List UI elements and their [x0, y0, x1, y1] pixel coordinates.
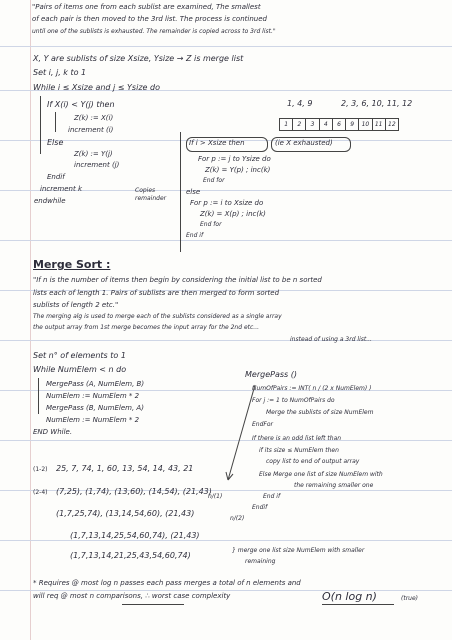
intro-line-2: of each pair is then moved to the 3rd list. The process is continued — [32, 15, 267, 23]
algo-line-11: increment k — [40, 185, 82, 193]
underline — [322, 604, 394, 605]
main-line-2: While NumElem < n do — [33, 365, 127, 374]
merged-cell: 1 — [280, 119, 293, 130]
mergepass-title: MergePass () — [245, 370, 297, 379]
merged-cell: 10 — [359, 119, 372, 130]
algo-line-3: While i ≤ Xsize and j ≤ Ysize do — [33, 83, 160, 92]
algo-line-5: Z(k) := X(i) — [74, 114, 114, 122]
algo-line-6: increment (i) — [68, 126, 114, 134]
merged-cell: 9 — [346, 119, 359, 130]
mergepass-line-1: NumOfPairs := INT( n / (2 x NumElem) ) — [252, 385, 372, 392]
remainder-line-4: Z(k) = Y(p) ; inc(k) — [205, 166, 271, 174]
intro-line-1: "Pairs of items one from each sublist are examined, The smallest — [32, 3, 261, 11]
algo-line-1: X, Y are sublists of size Xsize, Ysize → Z is merge list — [33, 54, 244, 63]
desc-line-1: "If n is the number of items then begin by considering the initial list to be n sorted — [33, 276, 322, 284]
remainder-line-9: End for — [200, 221, 222, 228]
ruled-line — [0, 46, 452, 47]
ruled-line — [0, 540, 452, 541]
trace-note-2: remaining — [245, 558, 276, 565]
merged-cell: 6 — [333, 119, 346, 130]
copy-note: Copies remainder — [135, 187, 167, 203]
algo-line-2: Set i, j, k to 1 — [33, 68, 87, 77]
trace-row-2: (7,25), (1,74), (13,60), (14,54), (21,43) — [56, 487, 212, 496]
example-list-a: 1, 4, 9 — [287, 99, 313, 108]
algo-line-8: Z(k) := Y(j) — [74, 150, 113, 158]
trace-label-a: (1-2) — [33, 466, 48, 473]
mergepass-line-4: EndFor — [252, 421, 273, 428]
remainder-line-1: If i > Xsize then — [189, 139, 245, 147]
merged-cell: 3 — [306, 119, 319, 130]
while-bracket-2 — [38, 378, 39, 414]
mergepass-line-2: For j := 1 to NumOfPairs do — [252, 397, 335, 404]
margin-line — [30, 0, 31, 640]
main-line-3: MergePass (A, NumElem, B) — [46, 380, 145, 388]
trace-label-b: (2-4) — [33, 489, 48, 496]
remainder-line-2: (ie X exhausted) — [275, 139, 333, 147]
trace-row-5: (1,7,13,14,21,25,43,54,60,74) — [70, 551, 191, 560]
desc-line-2: lists each of length 1. Pairs of sublists are then merged to form sorted — [33, 289, 280, 297]
if-bracket — [55, 112, 56, 132]
main-line-7: END While. — [33, 428, 73, 436]
while-bracket — [40, 96, 41, 154]
mergepass-line-7: copy list to end of output array — [266, 458, 360, 465]
mergepass-line-10: End if — [263, 493, 281, 500]
main-line-1: Set n° of elements to 1 — [33, 351, 126, 360]
remainder-line-8: Z(k) = X(p) ; inc(k) — [200, 210, 266, 218]
footer-line-1: * Requires @ most log n passes each pass merges a total of n elements and — [33, 579, 301, 587]
example-list-b: 2, 3, 6, 10, 11, 12 — [341, 99, 413, 108]
algo-line-10: Endif — [47, 173, 65, 181]
algo-line-12: endwhile — [34, 197, 66, 205]
desc-line-3: sublists of length 2 etc." — [33, 301, 119, 309]
arrow-icon — [220, 380, 260, 490]
algo-line-7: Else — [47, 138, 64, 147]
mergepass-line-9: the remaining smaller one — [294, 482, 374, 489]
intro-line-3: until one of the sublists is exhausted. The remainder is copied across to 3rd list." — [32, 28, 276, 35]
algo-line-9: increment (j) — [74, 161, 120, 169]
trace-note: } merge one list size NumElem with smaller — [232, 547, 365, 554]
mergepass-line-8: Else Merge one list of size NumElem with — [259, 471, 383, 478]
mergepass-line-5: If there is an odd list left than — [252, 435, 342, 442]
ruled-line — [0, 340, 452, 341]
remainder-bracket — [180, 132, 181, 252]
trace-row-3: (1,7,25,74), (13,14,54,60), (21,43) — [56, 509, 195, 518]
remainder-line-7: For p := i to Xsize do — [190, 199, 264, 207]
ruled-line — [0, 240, 452, 241]
desc-line-6: instead of using a 3rd list... — [290, 336, 372, 343]
trace-np-2: n/(2) — [230, 515, 245, 522]
remainder-line-3: For p := j to Ysize do — [198, 155, 271, 163]
mergepass-line-6: if its size ≤ NumElem then — [259, 447, 339, 454]
merged-cell: 4 — [320, 119, 333, 130]
merged-array — [279, 118, 399, 131]
desc-line-5: the output array from 1st merge becomes the input array for the 2nd etc... — [33, 324, 260, 331]
main-line-6: NumElem := NumElem * 2 — [46, 416, 140, 424]
ruled-line — [0, 590, 452, 591]
merged-cell: 2 — [293, 119, 306, 130]
algo-line-4: If X(i) < Y(j) then — [47, 100, 115, 109]
mergepass-line-11: Endif — [252, 504, 268, 511]
desc-line-4: The merging alg is used to merge each of the sublists considered as a single array — [33, 313, 282, 320]
main-line-5: MergePass (B, NumElem, A) — [46, 404, 144, 412]
footer-complexity: O(n log n) — [322, 590, 377, 603]
mergepass-line-3: Merge the sublists of size NumElem — [266, 409, 374, 416]
footer-line-2: will req @ most n comparisons, ∴ worst case complexity — [33, 592, 231, 600]
remainder-line-6: else — [186, 188, 201, 196]
main-line-4: NumElem := NumElem * 2 — [46, 392, 140, 400]
footer-tag: (true) — [401, 595, 418, 602]
merge-sort-title: Merge Sort : — [33, 258, 111, 271]
trace-np-1: n/(1) — [208, 493, 223, 500]
remainder-line-10: End if — [186, 232, 204, 239]
trace-row-4: (1,7,13,14,25,54,60,74), (21,43) — [70, 531, 200, 540]
remainder-line-5: End for — [203, 177, 225, 184]
merged-cell: 11 — [373, 119, 386, 130]
merged-cell: 12 — [388, 121, 396, 128]
trace-row-1: 25, 7, 74, 1, 60, 13, 54, 14, 43, 21 — [56, 464, 194, 473]
underline — [122, 604, 184, 605]
